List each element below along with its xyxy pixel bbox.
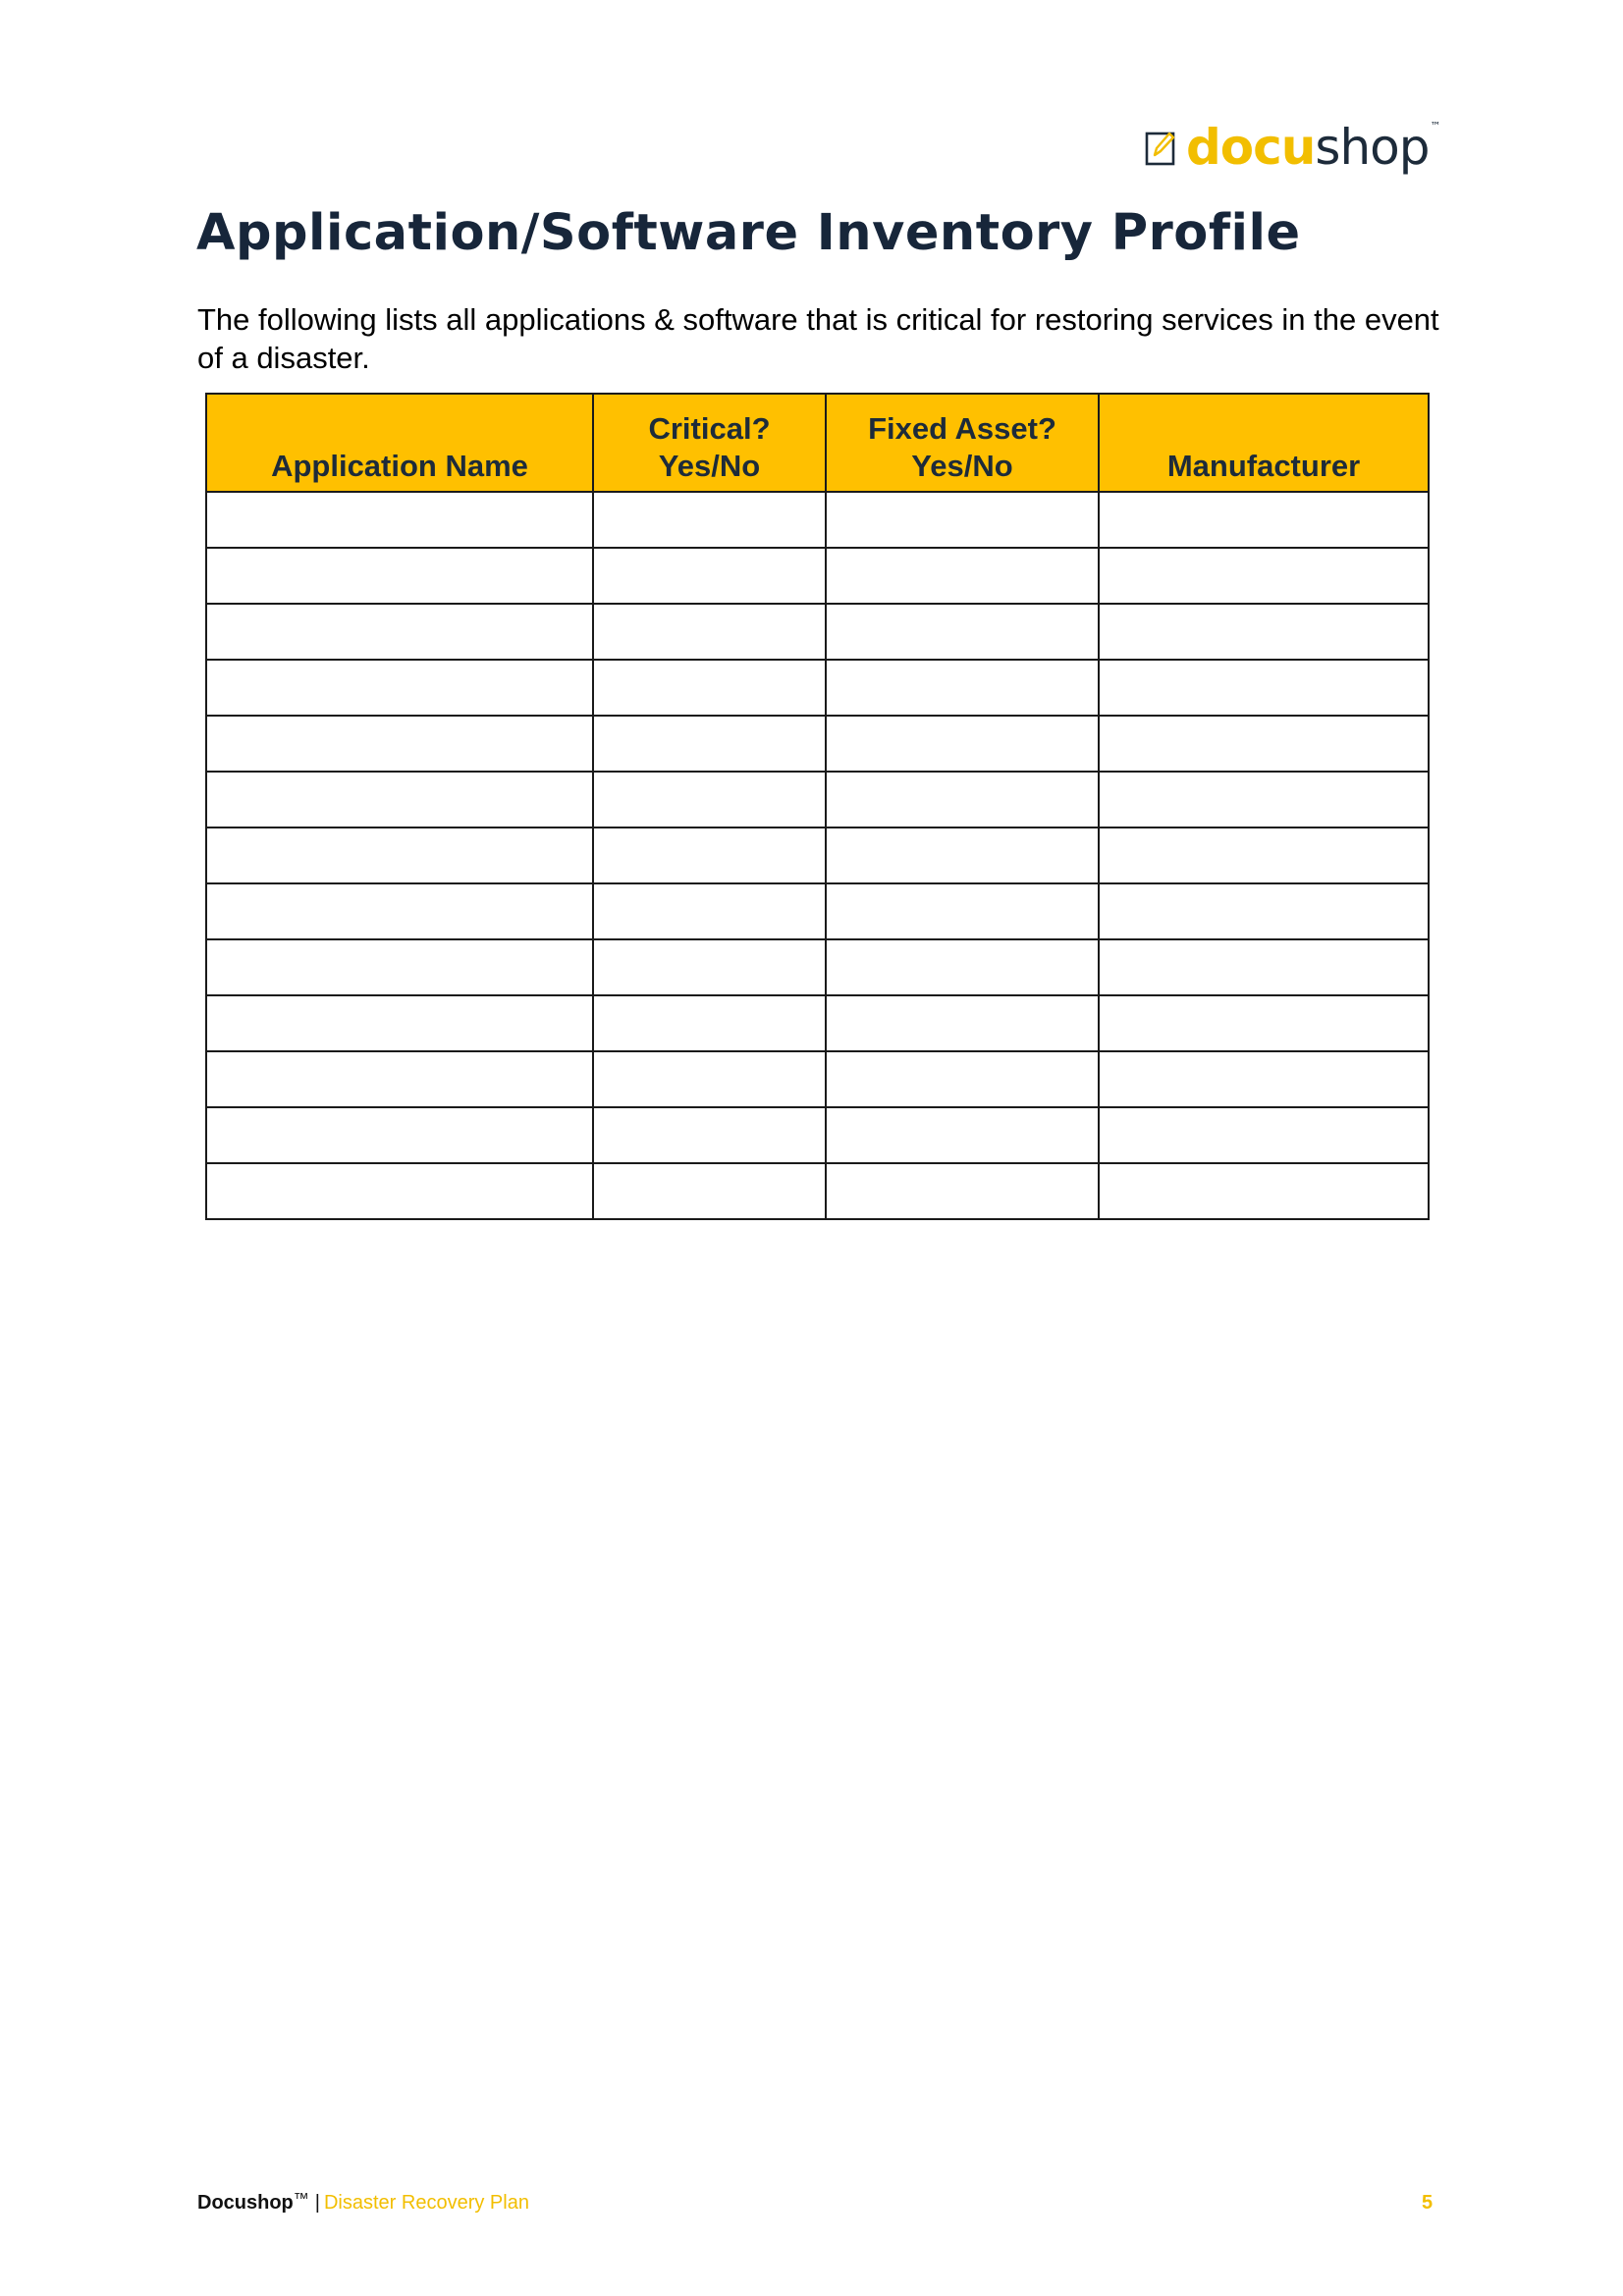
table-row	[206, 604, 1429, 660]
application-name-cell[interactable]	[206, 604, 593, 660]
docushop-logo	[1145, 116, 1439, 179]
table-header-row	[206, 394, 1429, 492]
critical-cell[interactable]	[593, 660, 826, 716]
manufacturer-cell[interactable]	[1099, 939, 1429, 995]
logo-wordmark	[1186, 119, 1440, 176]
critical-cell[interactable]	[593, 1051, 826, 1107]
header-line: Manufacturer	[1166, 449, 1361, 483]
manufacturer-cell[interactable]	[1099, 883, 1429, 939]
manufacturer-cell[interactable]	[1099, 716, 1429, 772]
application-name-cell[interactable]	[206, 548, 593, 604]
critical-cell[interactable]	[593, 1163, 826, 1219]
application-name-cell[interactable]	[206, 716, 593, 772]
inventory-table-container	[205, 393, 1430, 1220]
manufacturer-cell[interactable]	[1099, 995, 1429, 1051]
footer-trademark: ™	[293, 2191, 309, 2208]
page-title: Application/Software Inventory Profile	[196, 204, 1301, 262]
manufacturer-cell[interactable]	[1099, 492, 1429, 548]
application-name-cell[interactable]	[206, 660, 593, 716]
header-line: Yes/No	[658, 449, 761, 483]
header-critical	[593, 394, 826, 492]
header-fixed-asset	[826, 394, 1099, 492]
manufacturer-cell[interactable]	[1099, 604, 1429, 660]
footer-document-title: Disaster Recovery Plan	[323, 2192, 529, 2214]
page-number: 5	[1422, 2192, 1434, 2214]
header-application-name	[206, 394, 593, 492]
table-row	[206, 772, 1429, 828]
fixed-asset-cell[interactable]	[826, 883, 1099, 939]
table-row	[206, 995, 1429, 1051]
header-line: Fixed Asset?	[868, 411, 1056, 446]
critical-cell[interactable]	[593, 828, 826, 883]
fixed-asset-cell[interactable]	[826, 772, 1099, 828]
table-row	[206, 716, 1429, 772]
fixed-asset-cell[interactable]	[826, 1163, 1099, 1219]
logo-trademark: ™	[1430, 120, 1440, 133]
header-line: Yes/No	[911, 449, 1013, 483]
manufacturer-cell[interactable]	[1099, 1163, 1429, 1219]
table-row	[206, 492, 1429, 548]
table-row	[206, 1107, 1429, 1163]
fixed-asset-cell[interactable]	[826, 716, 1099, 772]
fixed-asset-cell[interactable]	[826, 660, 1099, 716]
application-name-cell[interactable]	[206, 1051, 593, 1107]
manufacturer-cell[interactable]	[1099, 1107, 1429, 1163]
manufacturer-cell[interactable]	[1099, 772, 1429, 828]
manufacturer-cell[interactable]	[1099, 548, 1429, 604]
logo-shop-text: shop	[1315, 119, 1430, 176]
fixed-asset-cell[interactable]	[826, 828, 1099, 883]
footer	[197, 2192, 529, 2215]
critical-cell[interactable]	[593, 995, 826, 1051]
manufacturer-cell[interactable]	[1099, 1051, 1429, 1107]
header-line: Application Name	[271, 449, 528, 483]
application-name-cell[interactable]	[206, 939, 593, 995]
table-row	[206, 1051, 1429, 1107]
fixed-asset-cell[interactable]	[826, 1107, 1099, 1163]
manufacturer-cell[interactable]	[1099, 828, 1429, 883]
fixed-asset-cell[interactable]	[826, 1051, 1099, 1107]
critical-cell[interactable]	[593, 604, 826, 660]
critical-cell[interactable]	[593, 492, 826, 548]
critical-cell[interactable]	[593, 772, 826, 828]
table-row	[206, 548, 1429, 604]
table-row	[206, 883, 1429, 939]
inventory-table	[205, 393, 1430, 1220]
logo-docu-text: docu	[1186, 119, 1316, 176]
critical-cell[interactable]	[593, 548, 826, 604]
application-name-cell[interactable]	[206, 492, 593, 548]
critical-cell[interactable]	[593, 716, 826, 772]
application-name-cell[interactable]	[206, 883, 593, 939]
critical-cell[interactable]	[593, 1107, 826, 1163]
header-line: Critical?	[648, 411, 771, 446]
table-row	[206, 660, 1429, 716]
application-name-cell[interactable]	[206, 828, 593, 883]
fixed-asset-cell[interactable]	[826, 492, 1099, 548]
critical-cell[interactable]	[593, 883, 826, 939]
application-name-cell[interactable]	[206, 772, 593, 828]
application-name-cell[interactable]	[206, 995, 593, 1051]
table-row	[206, 828, 1429, 883]
fixed-asset-cell[interactable]	[826, 995, 1099, 1051]
critical-cell[interactable]	[593, 939, 826, 995]
fixed-asset-cell[interactable]	[826, 548, 1099, 604]
footer-separator: |	[314, 2192, 320, 2214]
application-name-cell[interactable]	[206, 1107, 593, 1163]
table-row	[206, 939, 1429, 995]
inventory-table-body	[206, 492, 1429, 1219]
footer-brand: Docushop	[197, 2192, 294, 2214]
fixed-asset-cell[interactable]	[826, 604, 1099, 660]
intro-paragraph: The following lists all applications & software that is critical for restoring services in the event of a disaster.	[197, 302, 1439, 375]
header-manufacturer	[1099, 394, 1429, 492]
manufacturer-cell[interactable]	[1099, 660, 1429, 716]
document-pencil-icon	[1145, 129, 1178, 166]
fixed-asset-cell[interactable]	[826, 939, 1099, 995]
application-name-cell[interactable]	[206, 1163, 593, 1219]
table-row	[206, 1163, 1429, 1219]
